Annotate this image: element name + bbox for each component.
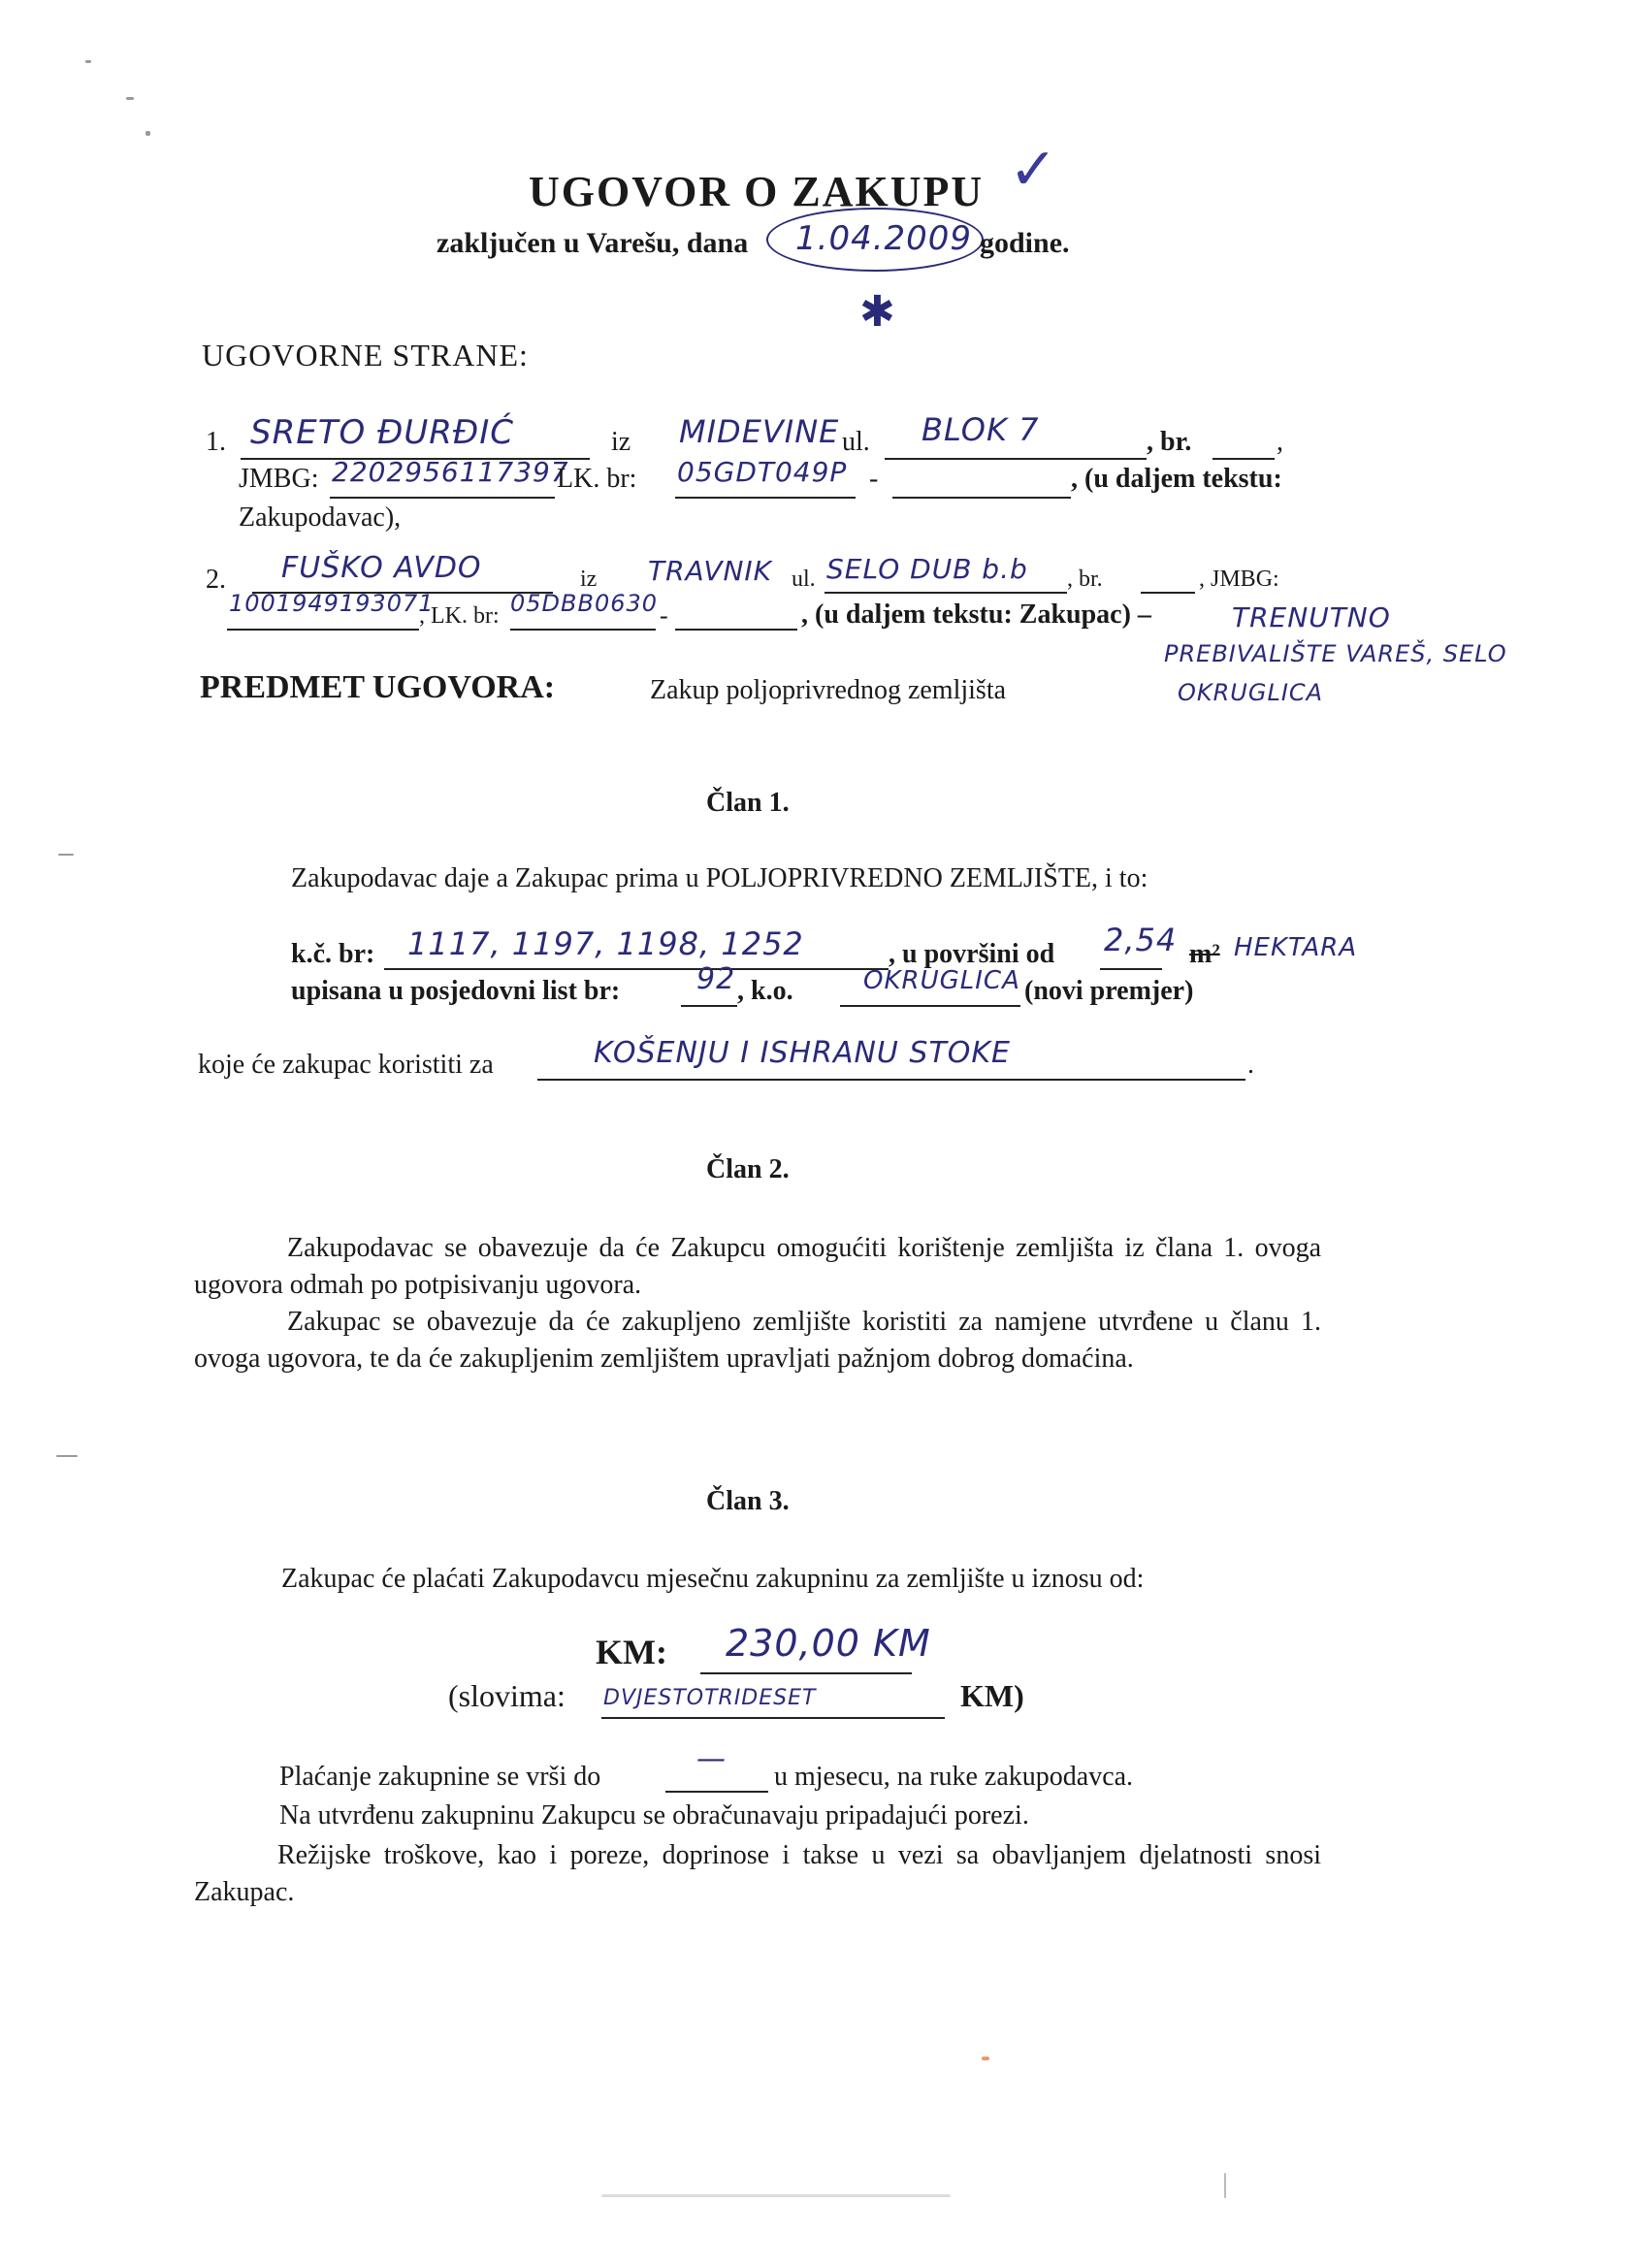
clan1-premjer: (novi premjer) [1024,976,1194,1006]
party1-jmbg: 2202956117397 [332,456,569,488]
clan1-area-unit: HEKTARA [1234,933,1358,962]
clan3-slovima-value: DVJESTOTRIDESET [603,1686,817,1710]
clan1-intro: Zakupodavac daje a Zakupac prima u POLJOPRIVREDNO ZEMLJIŠTE, i to: [291,863,1148,893]
party1-ul: ul. [842,427,870,457]
scan-speck [1224,2173,1226,2198]
party1-tail: , (u daljem tekstu: [1071,464,1282,494]
party1-lk-label: LK. br: [557,464,637,494]
clan3-slovima-label: (slovima: [448,1678,566,1713]
party1-place: MIDEVINE [679,413,840,450]
clan1-use-label: koje će zakupac koristiti za [198,1050,494,1080]
asterisk-icon: ✱ [859,287,896,337]
clan3-km-label: KM: [596,1633,667,1671]
party1-br-line [1212,425,1275,460]
party1-lk: 05GDT049P [677,456,848,488]
party2-lk: 05DBB0630 [510,590,659,617]
clan1-area-strike: m² [1189,939,1220,969]
concluded-prefix: zaključen u Varešu, dana [436,227,749,259]
party2-tail: , (u daljem tekstu: Zakupac) – [801,599,1151,630]
party1-extra-line [892,464,1071,499]
party2-note-line3: OKRUGLICA [1178,679,1324,706]
party1-street: BLOK 7 [922,411,1040,448]
party2-note-line2: PREBIVALIŠTE VAREŠ, SELO [1164,640,1507,667]
party2-jmbg: 1001949193071 [229,590,435,617]
clan1-kc-label: k.č. br: [291,939,375,969]
clan1-posjedovni-label: upisana u posjedovni list br: [291,976,621,1006]
party1-role: Zakupodavac), [239,502,402,533]
check-mark-icon: ✓ [1009,136,1059,204]
clan2-heading: Član 2. [706,1154,790,1184]
party2-jmbg-label: , JMBG: [1199,567,1279,592]
clan1-area-label: , u površini od [889,939,1055,969]
party2-note-line1: TRENUTNO [1232,601,1391,633]
party2-br-line [1141,559,1195,594]
clan1-ko: OKRUGLICA [863,966,1020,995]
parties-heading: UGOVORNE STRANE: [202,338,529,373]
clan2-para2: Zakupac se obavezuje da će zakupljeno zemljište koristiti za namjene utvrđene u članu 1. ovoga ugovora, te da će zakupljenim zemljištem upravljati pažnjom dobrog domaćina. [194,1307,1321,1374]
party1-iz: iz [611,427,631,457]
clan1-parcels: 1117, 1197, 1198, 1252 [407,925,804,962]
clan3-slovima-end: KM) [960,1678,1024,1713]
clan3-payment-suffix: u mjesecu, na ruke zakupodavca. [774,1762,1134,1792]
subject-text: Zakup poljoprivrednog zemljišta [650,675,1007,705]
scan-speck [85,60,91,63]
concluded-suffix: godine. [980,227,1070,259]
clan3-payment-prefix: Plaćanje zakupnine se vrši do [279,1762,601,1792]
clan1-area: 2,54 [1104,922,1178,958]
clan3-heading: Član 3. [706,1486,790,1516]
clan3-km-value: 230,00 KM [726,1622,931,1665]
clan3-intro: Zakupac će plaćati Zakupodavcu mjesečnu zakupninu za zemljište u iznosu od: [281,1564,1145,1594]
party2-ul: ul. [792,567,816,592]
scan-speck [601,2194,951,2197]
date-handwritten: 1.04.2009 [795,219,973,258]
clan1-use-end: . [1247,1050,1254,1080]
party2-iz: iz [580,567,598,592]
clan1-heading: Član 1. [706,788,790,818]
clan2-para1-block [194,1230,1321,1377]
clan3-payment-day: — [696,1742,727,1776]
party1-number: 1. [206,427,226,457]
clan2-para1: Zakupodavac se obavezuje da će Zakupcu omogućiti korištenje zemljišta iz člana 1. ovoga ugovora odmah po potpisivanju ugovora. [194,1233,1321,1300]
party1-dash: - [869,464,879,494]
clan1-ko-label: , k.o. [737,976,793,1006]
party2-dash: - [660,601,668,630]
party2-lk-label: , LK. br: [419,603,500,629]
party2-extra-line [675,596,797,631]
clan3-costs: Režijske troškove, kao i poreze, doprinose i takse u vezi sa obavljanjem djelatnosti snosi Zakupac. [194,1840,1321,1907]
party2-br: , br. [1067,567,1103,592]
party2-name: FUŠKO AVDO [281,551,482,585]
party1-name: SRETO ĐURĐIĆ [250,413,514,452]
clan3-costs-block [194,1837,1321,1911]
scan-speck [58,854,74,856]
clan3-tax-line: Na utvrđenu zakupninu Zakupcu se obračunavaju pripadajući porezi. [279,1800,1029,1831]
scan-speck [146,131,150,136]
party1-jmbg-label: JMBG: [239,464,319,494]
party2-place: TRAVNIK [648,555,773,587]
scan-speck [56,1455,78,1457]
scan-speck [982,2057,989,2060]
scan-speck [126,97,134,100]
clan1-use: KOŠENJU I ISHRANU STOKE [594,1036,1012,1070]
subject-label: PREDMET UGOVORA: [200,669,556,705]
party2-number: 2. [206,565,226,595]
party1-br-end: , [1277,427,1283,457]
party1-br: , br. [1147,427,1192,457]
clan1-posjedovni: 92 [696,962,736,996]
document-title: UGOVOR O ZAKUPU [529,168,985,215]
party2-street: SELO DUB b.b [826,553,1028,585]
